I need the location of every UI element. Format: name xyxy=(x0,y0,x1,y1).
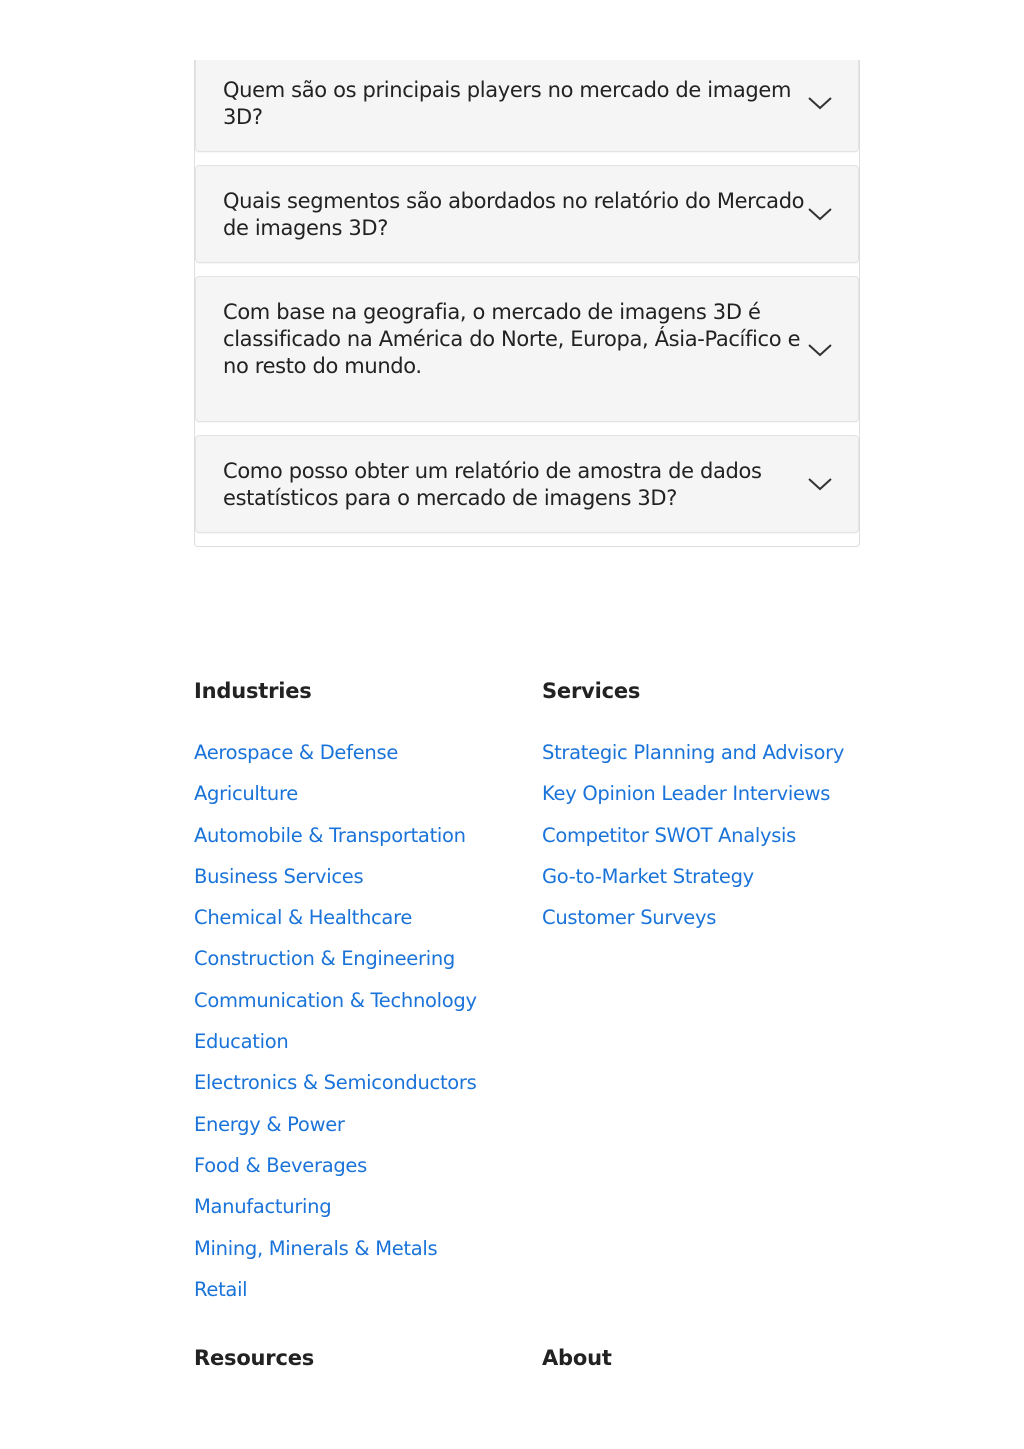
chevron-down-icon[interactable] xyxy=(807,95,833,111)
footer-link[interactable]: Construction & Engineering xyxy=(194,947,455,971)
faq-question: Como posso obter um relatório de amostra de dados estatísticos para o mercado de imagens 3D? xyxy=(223,459,762,510)
footer-link[interactable]: Energy & Power xyxy=(194,1112,345,1136)
chevron-down-icon[interactable] xyxy=(807,342,833,358)
footer-link[interactable]: Manufacturing xyxy=(194,1195,332,1219)
footer-link[interactable]: Competitor SWOT Analysis xyxy=(542,823,797,847)
footer-link[interactable]: Automobile & Transportation xyxy=(194,823,466,847)
faq-item[interactable] xyxy=(195,60,859,152)
faq-question: Com base na geografia, o mercado de imagens 3D é classificado na América do Norte, Europa, Ásia-Pacífico e no resto do mundo. xyxy=(223,300,801,378)
footer-link[interactable]: Go-to-Market Strategy xyxy=(542,864,754,888)
footer-link[interactable]: Food & Beverages xyxy=(194,1153,367,1177)
footer-link[interactable]: Aerospace & Defense xyxy=(194,741,399,764)
chevron-down-icon[interactable] xyxy=(807,206,833,222)
footer-heading-about: About xyxy=(542,1346,612,1370)
faq-item[interactable] xyxy=(195,165,859,263)
footer-heading-services: Services xyxy=(542,679,641,703)
faq-item[interactable] xyxy=(195,276,859,422)
footer-link[interactable]: Strategic Planning and Advisory xyxy=(542,741,845,764)
chevron-down-icon[interactable] xyxy=(807,476,833,492)
industries-link-list xyxy=(194,740,477,1318)
footer-link[interactable]: Education xyxy=(194,1030,289,1054)
footer-link[interactable]: Retail xyxy=(194,1277,248,1301)
faq-accordion xyxy=(194,60,860,547)
faq-question: Quais segmentos são abordados no relatório do Mercado de imagens 3D? xyxy=(223,189,805,240)
footer-link[interactable]: Mining, Minerals & Metals xyxy=(194,1236,438,1260)
services-link-list xyxy=(542,740,844,946)
faq-item[interactable] xyxy=(195,435,859,533)
footer-heading-resources: Resources xyxy=(194,1346,315,1370)
footer-link[interactable]: Electronics & Semiconductors xyxy=(194,1071,477,1095)
footer-heading-industries: Industries xyxy=(194,679,312,703)
footer-link[interactable]: Key Opinion Leader Interviews xyxy=(542,782,831,806)
footer-link[interactable]: Communication & Technology xyxy=(194,988,477,1012)
footer-link[interactable]: Customer Surveys xyxy=(542,906,717,930)
footer-link[interactable]: Agriculture xyxy=(194,782,298,806)
footer-link[interactable]: Business Services xyxy=(194,864,364,888)
faq-question: Quem são os principais players no mercado de imagem 3D? xyxy=(223,78,792,129)
footer-link[interactable]: Chemical & Healthcare xyxy=(194,906,413,930)
